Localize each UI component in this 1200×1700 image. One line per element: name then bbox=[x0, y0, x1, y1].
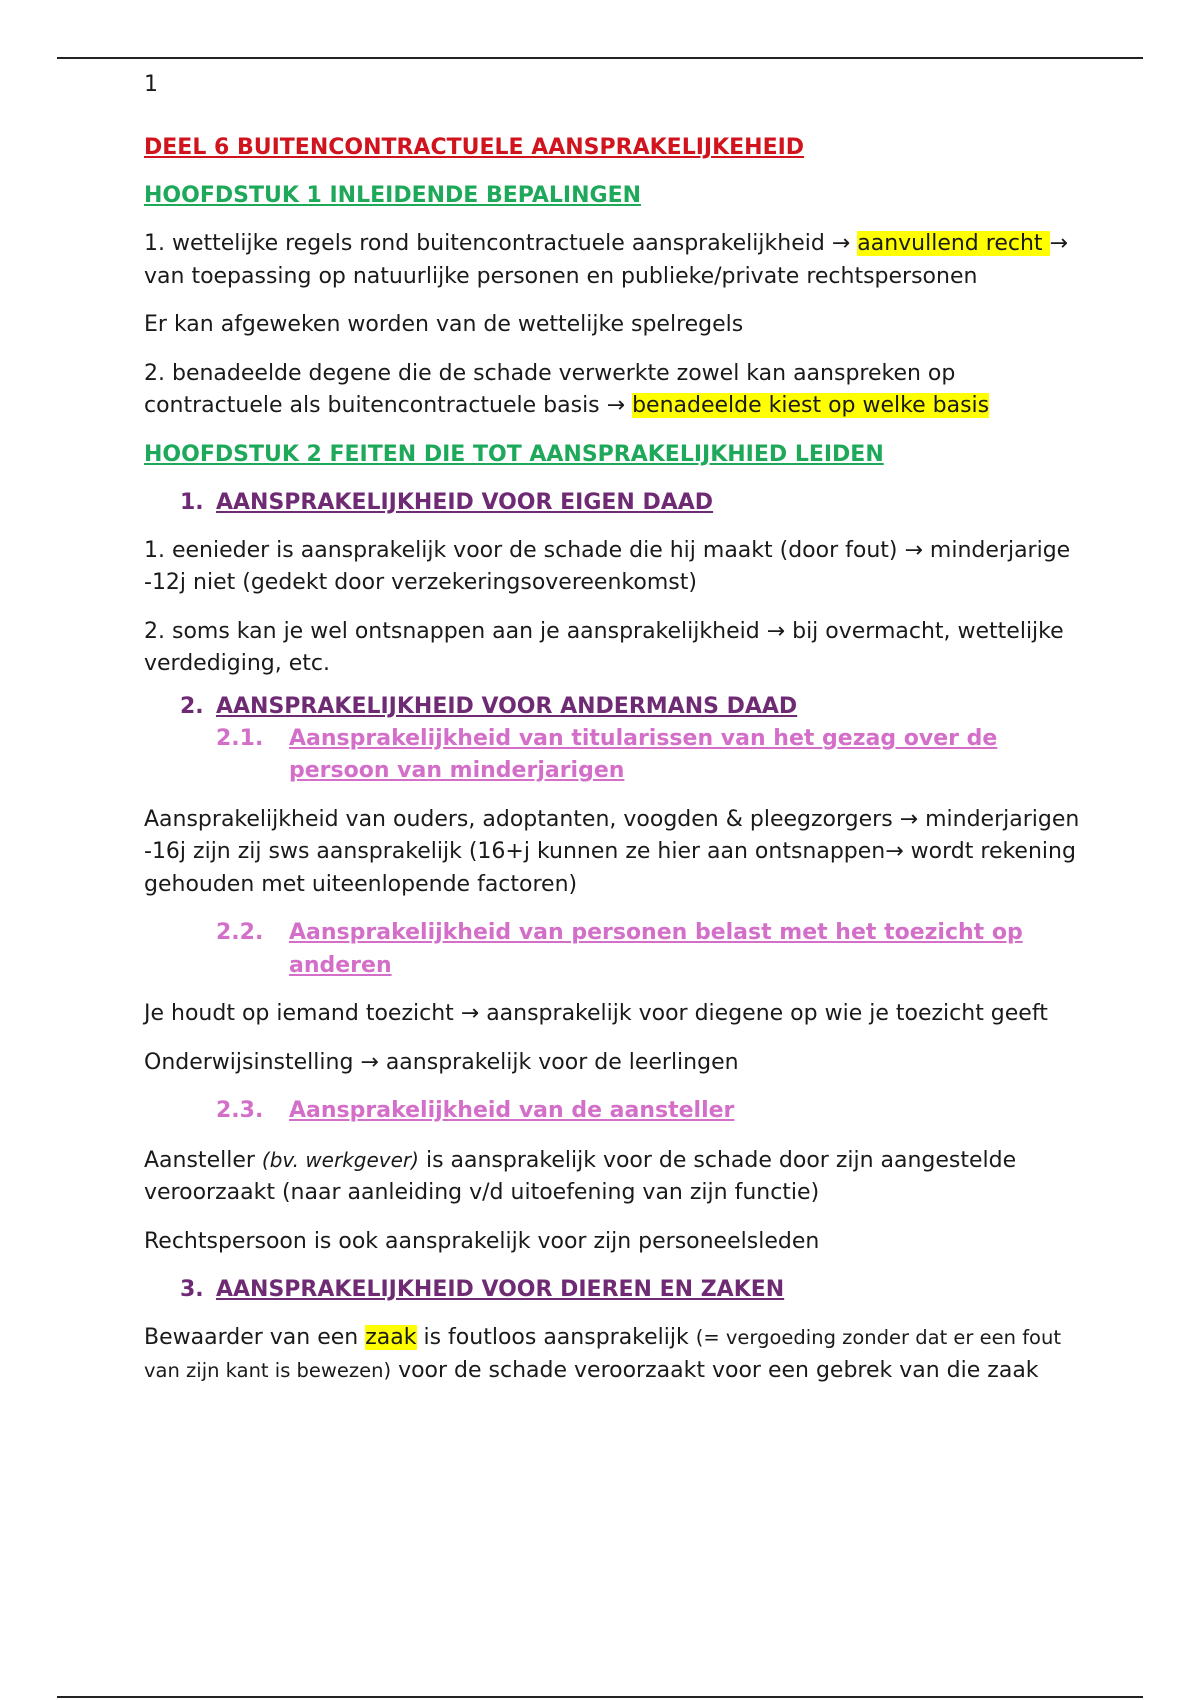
section-1-heading bbox=[180, 487, 1084, 519]
highlighted-text: benadeelde kiest op welke basis bbox=[632, 393, 990, 418]
subsection-2-3-paragraph-1 bbox=[144, 1144, 1084, 1210]
document-page bbox=[144, 66, 1084, 1403]
subsection-2-3-paragraph-2: Rechtspersoon is ook aansprakelijk voor zijn personeelsleden bbox=[144, 1228, 820, 1254]
chapter-1-title: HOOFDSTUK 1 INLEIDENDE BEPALINGEN bbox=[144, 183, 642, 208]
subsection-2-1-paragraph: Aansprakelijkheid van ouders, adoptanten, voogden & pleegzorgers → minderjarigen -16j zijn zij sws aansprakelijk (16+j kunnen ze hier aan ontsnappen→ wordt rekening gehouden met uiteenlopende factoren) bbox=[144, 806, 1080, 897]
section-number: 3. bbox=[180, 1277, 204, 1302]
section-3-paragraph bbox=[144, 1322, 1084, 1387]
header-rule bbox=[57, 57, 1143, 59]
paragraph-text: Bewaarder van een bbox=[144, 1325, 366, 1350]
subsection-title: Aansprakelijkheid van titularissen van het gezag over de persoon van minderjarigen bbox=[289, 725, 998, 783]
section-1-paragraph-2: 2. soms kan je wel ontsnappen aan je aansprakelijkheid → bij overmacht, wettelijke verdediging, etc. bbox=[144, 618, 1064, 676]
small-note: (= vergoeding zonder dat er een fout van zijn kant is bewezen) bbox=[144, 1326, 1061, 1382]
section-number: 2. bbox=[180, 693, 204, 719]
paragraph-text: is foutloos aansprakelijk bbox=[416, 1325, 696, 1350]
subsection-number: 2.2. bbox=[216, 920, 264, 945]
subsection-2-2-heading bbox=[216, 917, 1084, 982]
section-2-heading bbox=[180, 691, 1084, 723]
chapter-1-paragraph-1 bbox=[144, 228, 1084, 293]
subsection-title: Aansprakelijkheid van personen belast met het toezicht op anderen bbox=[289, 920, 1023, 978]
subsection-title: Aansprakelijkheid van de aansteller bbox=[289, 1098, 735, 1123]
paragraph-text: 2. benadeelde degene die de schade verwerkte zowel kan aanspreken op contractuele als buitencontractuele basis → bbox=[144, 360, 956, 418]
chapter-2-title: HOOFDSTUK 2 FEITEN DIE TOT AANSPRAKELIJKHIED LEIDEN bbox=[144, 441, 884, 467]
paragraph-text: → van toepassing op natuurlijke personen en publieke/private rechtspersonen bbox=[144, 231, 1068, 289]
chapter-1-paragraph-2: Er kan afgeweken worden van de wettelijke spelregels bbox=[144, 312, 744, 337]
section-3-heading bbox=[180, 1274, 1084, 1306]
paragraph-text: voor de schade veroorzaakt voor een gebrek van die zaak bbox=[391, 1357, 1039, 1383]
paragraph-text: 1. wettelijke regels rond buitencontractuele aansprakelijkheid → bbox=[144, 231, 858, 256]
section-1-paragraph-1: 1. eenieder is aansprakelijk voor de schade die hij maakt (door fout) → minderjarige -12j niet (gedekt door verzekeringsovereenkomst) bbox=[144, 537, 1071, 595]
section-title: AANSPRAKELIJKHEID VOOR ANDERMANS DAAD bbox=[216, 693, 798, 719]
subsection-2-3-heading bbox=[216, 1095, 1084, 1128]
section-number: 1. bbox=[180, 489, 204, 515]
subsection-2-1-heading bbox=[216, 723, 1084, 788]
part-title: DEEL 6 BUITENCONTRACTUELE AANSPRAKELIJKEHEID bbox=[144, 135, 805, 160]
section-title: AANSPRAKELIJKHEID VOOR DIEREN EN ZAKEN bbox=[216, 1277, 785, 1302]
paragraph-text: Aansteller bbox=[144, 1147, 262, 1173]
paragraph-text: is aansprakelijk voor de schade door zijn aangestelde veroorzaakt (naar aanleiding v/d uitoefening van zijn functie) bbox=[144, 1147, 1017, 1205]
subsection-number: 2.1. bbox=[216, 725, 264, 751]
footer-rule bbox=[57, 1696, 1143, 1698]
chapter-1-paragraph-3 bbox=[144, 358, 1084, 423]
highlighted-text: aanvullend recht bbox=[857, 231, 1050, 256]
highlighted-text: zaak bbox=[365, 1325, 417, 1350]
section-title: AANSPRAKELIJKHEID VOOR EIGEN DAAD bbox=[216, 489, 714, 515]
subsection-2-2-paragraph-1: Je houdt op iemand toezicht → aansprakelijk voor diegene op wie je toezicht geeft bbox=[144, 1001, 1048, 1026]
subsection-2-2-paragraph-2: Onderwijsinstelling → aansprakelijk voor de leerlingen bbox=[144, 1049, 739, 1075]
subsection-number: 2.3. bbox=[216, 1098, 264, 1123]
page-number: 1 bbox=[144, 72, 158, 97]
italic-note: (bv. werkgever) bbox=[261, 1147, 419, 1172]
